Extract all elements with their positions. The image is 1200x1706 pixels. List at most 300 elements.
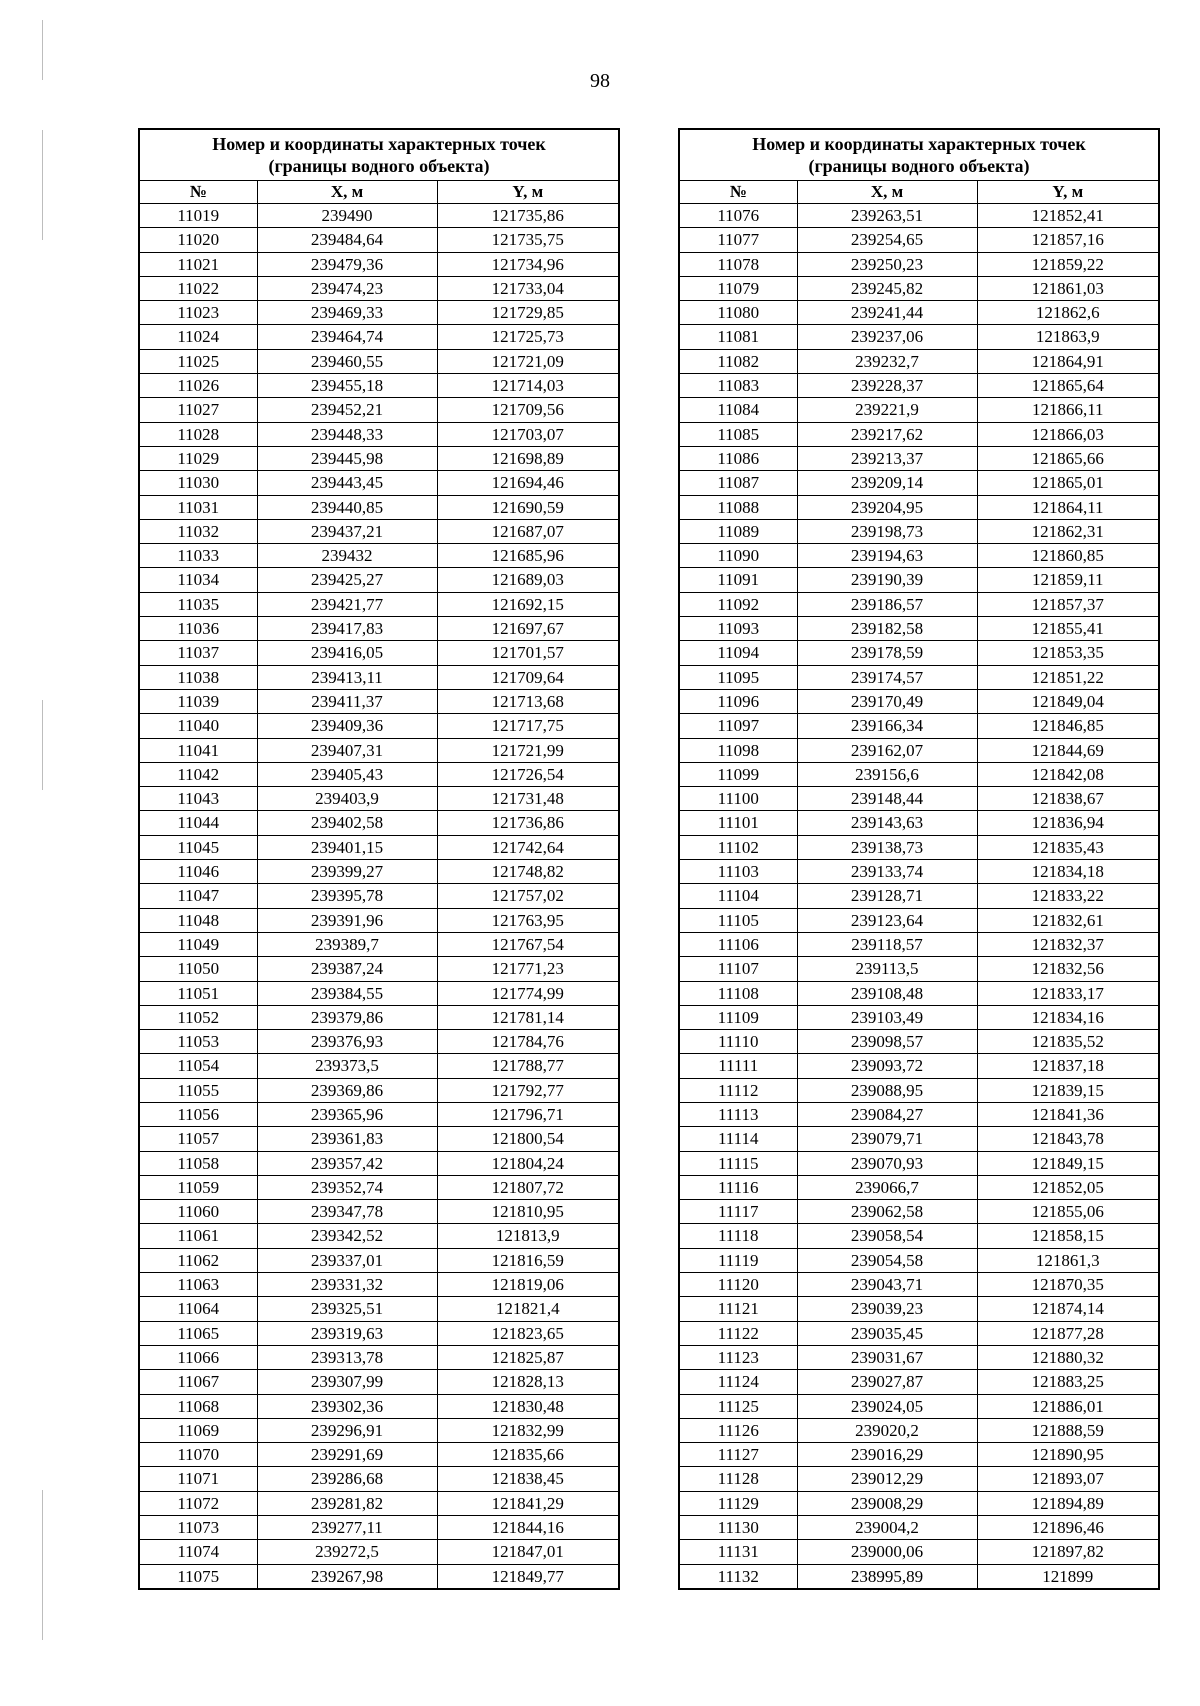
y-coordinate-cell: 121883,25 xyxy=(977,1370,1159,1394)
x-coordinate-cell: 238995,89 xyxy=(797,1564,977,1589)
point-number-cell: 11032 xyxy=(139,519,257,543)
point-number-cell: 11077 xyxy=(679,228,797,252)
point-number-cell: 11022 xyxy=(139,276,257,300)
table-row xyxy=(679,349,1159,373)
point-number-cell: 11101 xyxy=(679,811,797,835)
table-row xyxy=(139,519,619,543)
x-coordinate-cell: 239401,15 xyxy=(257,835,437,859)
point-number-cell: 11036 xyxy=(139,617,257,641)
y-coordinate-cell: 121886,01 xyxy=(977,1394,1159,1418)
table-row xyxy=(139,204,619,228)
table-row xyxy=(679,1175,1159,1199)
point-number-cell: 11102 xyxy=(679,835,797,859)
y-coordinate-cell: 121816,59 xyxy=(437,1248,619,1272)
point-number-cell: 11075 xyxy=(139,1564,257,1589)
table-row xyxy=(679,1102,1159,1126)
x-coordinate-cell: 239232,7 xyxy=(797,349,977,373)
table-row xyxy=(679,1030,1159,1054)
y-coordinate-cell: 121841,36 xyxy=(977,1102,1159,1126)
point-number-cell: 11121 xyxy=(679,1297,797,1321)
point-number-cell: 11084 xyxy=(679,398,797,422)
point-number-cell: 11069 xyxy=(139,1418,257,1442)
point-number-cell: 11109 xyxy=(679,1005,797,1029)
point-number-cell: 11039 xyxy=(139,689,257,713)
table-row xyxy=(679,1564,1159,1589)
y-coordinate-cell: 121864,91 xyxy=(977,349,1159,373)
y-coordinate-cell: 121721,99 xyxy=(437,738,619,762)
point-number-cell: 11094 xyxy=(679,641,797,665)
y-coordinate-cell: 121763,95 xyxy=(437,908,619,932)
x-coordinate-cell: 239464,74 xyxy=(257,325,437,349)
table-row xyxy=(679,1516,1159,1540)
x-coordinate-cell: 239440,85 xyxy=(257,495,437,519)
y-coordinate-cell: 121736,86 xyxy=(437,811,619,835)
point-number-cell: 11031 xyxy=(139,495,257,519)
y-coordinate-cell: 121825,87 xyxy=(437,1345,619,1369)
y-coordinate-cell: 121844,16 xyxy=(437,1516,619,1540)
point-number-cell: 11058 xyxy=(139,1151,257,1175)
y-coordinate-cell: 121713,68 xyxy=(437,689,619,713)
y-coordinate-cell: 121894,89 xyxy=(977,1491,1159,1515)
point-number-cell: 11107 xyxy=(679,957,797,981)
x-coordinate-cell: 239352,74 xyxy=(257,1175,437,1199)
point-number-cell: 11117 xyxy=(679,1200,797,1224)
point-number-cell: 11103 xyxy=(679,860,797,884)
point-number-cell: 11126 xyxy=(679,1418,797,1442)
table-row xyxy=(139,860,619,884)
y-coordinate-cell: 121843,78 xyxy=(977,1127,1159,1151)
y-coordinate-cell: 121687,07 xyxy=(437,519,619,543)
x-coordinate-cell: 239342,52 xyxy=(257,1224,437,1248)
y-coordinate-cell: 121735,86 xyxy=(437,204,619,228)
table-row xyxy=(679,714,1159,738)
table-row xyxy=(139,252,619,276)
y-coordinate-cell: 121784,76 xyxy=(437,1030,619,1054)
point-number-cell: 11020 xyxy=(139,228,257,252)
y-coordinate-cell: 121842,08 xyxy=(977,762,1159,786)
y-coordinate-cell: 121788,77 xyxy=(437,1054,619,1078)
y-coordinate-cell: 121860,85 xyxy=(977,544,1159,568)
point-number-cell: 11056 xyxy=(139,1102,257,1126)
x-coordinate-cell: 239070,93 xyxy=(797,1151,977,1175)
y-coordinate-cell: 121888,59 xyxy=(977,1418,1159,1442)
table-row xyxy=(679,835,1159,859)
table-row xyxy=(679,1394,1159,1418)
point-number-cell: 11119 xyxy=(679,1248,797,1272)
x-coordinate-cell: 239445,98 xyxy=(257,446,437,470)
column-header-y: Y, м xyxy=(437,181,619,204)
coordinates-table-right xyxy=(678,128,1160,1590)
point-number-cell: 11046 xyxy=(139,860,257,884)
y-coordinate-cell: 121859,11 xyxy=(977,568,1159,592)
y-coordinate-cell: 121841,29 xyxy=(437,1491,619,1515)
x-coordinate-cell: 239166,34 xyxy=(797,714,977,738)
point-number-cell: 11054 xyxy=(139,1054,257,1078)
point-number-cell: 11085 xyxy=(679,422,797,446)
point-number-cell: 11086 xyxy=(679,446,797,470)
y-coordinate-cell: 121833,22 xyxy=(977,884,1159,908)
point-number-cell: 11076 xyxy=(679,204,797,228)
x-coordinate-cell: 239272,5 xyxy=(257,1540,437,1564)
table-row xyxy=(679,617,1159,641)
table-row xyxy=(679,204,1159,228)
x-coordinate-cell: 239103,49 xyxy=(797,1005,977,1029)
y-coordinate-cell: 121862,31 xyxy=(977,519,1159,543)
x-coordinate-cell: 239228,37 xyxy=(797,374,977,398)
y-coordinate-cell: 121698,89 xyxy=(437,446,619,470)
point-number-cell: 11043 xyxy=(139,787,257,811)
table-row xyxy=(139,1078,619,1102)
table-title xyxy=(679,129,1159,181)
y-coordinate-cell: 121849,04 xyxy=(977,689,1159,713)
table-row xyxy=(679,811,1159,835)
table-row xyxy=(679,1345,1159,1369)
table-row xyxy=(679,884,1159,908)
x-coordinate-cell: 239399,27 xyxy=(257,860,437,884)
point-number-cell: 11087 xyxy=(679,471,797,495)
y-coordinate-cell: 121880,32 xyxy=(977,1345,1159,1369)
table-row xyxy=(139,617,619,641)
y-coordinate-cell: 121729,85 xyxy=(437,301,619,325)
x-coordinate-cell: 239389,7 xyxy=(257,932,437,956)
table-row xyxy=(139,835,619,859)
x-coordinate-cell: 239291,69 xyxy=(257,1443,437,1467)
x-coordinate-cell: 239307,99 xyxy=(257,1370,437,1394)
x-coordinate-cell: 239369,86 xyxy=(257,1078,437,1102)
table-row xyxy=(139,495,619,519)
table-row xyxy=(139,349,619,373)
point-number-cell: 11048 xyxy=(139,908,257,932)
point-number-cell: 11070 xyxy=(139,1443,257,1467)
y-coordinate-cell: 121771,23 xyxy=(437,957,619,981)
point-number-cell: 11105 xyxy=(679,908,797,932)
x-coordinate-cell: 239245,82 xyxy=(797,276,977,300)
y-coordinate-cell: 121703,07 xyxy=(437,422,619,446)
point-number-cell: 11113 xyxy=(679,1102,797,1126)
x-coordinate-cell: 239241,44 xyxy=(797,301,977,325)
point-number-cell: 11110 xyxy=(679,1030,797,1054)
x-coordinate-cell: 239118,57 xyxy=(797,932,977,956)
table-row xyxy=(139,665,619,689)
x-coordinate-cell: 239337,01 xyxy=(257,1248,437,1272)
y-coordinate-cell: 121857,37 xyxy=(977,592,1159,616)
x-coordinate-cell: 239128,71 xyxy=(797,884,977,908)
table-row xyxy=(679,860,1159,884)
x-coordinate-cell: 239143,63 xyxy=(797,811,977,835)
table-row xyxy=(139,1005,619,1029)
point-number-cell: 11035 xyxy=(139,592,257,616)
x-coordinate-cell: 239421,77 xyxy=(257,592,437,616)
x-coordinate-cell: 239108,48 xyxy=(797,981,977,1005)
x-coordinate-cell: 239387,24 xyxy=(257,957,437,981)
y-coordinate-cell: 121731,48 xyxy=(437,787,619,811)
x-coordinate-cell: 239113,5 xyxy=(797,957,977,981)
table-row xyxy=(139,1467,619,1491)
y-coordinate-cell: 121717,75 xyxy=(437,714,619,738)
point-number-cell: 11021 xyxy=(139,252,257,276)
table-row xyxy=(679,1491,1159,1515)
x-coordinate-cell: 239469,33 xyxy=(257,301,437,325)
table-row xyxy=(679,252,1159,276)
y-coordinate-cell: 121830,48 xyxy=(437,1394,619,1418)
point-number-cell: 11028 xyxy=(139,422,257,446)
y-coordinate-cell: 121870,35 xyxy=(977,1273,1159,1297)
point-number-cell: 11108 xyxy=(679,981,797,1005)
y-coordinate-cell: 121896,46 xyxy=(977,1516,1159,1540)
y-coordinate-cell: 121804,24 xyxy=(437,1151,619,1175)
y-coordinate-cell: 121823,65 xyxy=(437,1321,619,1345)
x-coordinate-cell: 239221,9 xyxy=(797,398,977,422)
table-row xyxy=(139,1418,619,1442)
table-row xyxy=(679,495,1159,519)
point-number-cell: 11097 xyxy=(679,714,797,738)
point-number-cell: 11124 xyxy=(679,1370,797,1394)
column-header-y: Y, м xyxy=(977,181,1159,204)
point-number-cell: 11051 xyxy=(139,981,257,1005)
x-coordinate-cell: 239039,23 xyxy=(797,1297,977,1321)
y-coordinate-cell: 121735,75 xyxy=(437,228,619,252)
x-coordinate-cell: 239267,98 xyxy=(257,1564,437,1589)
y-coordinate-cell: 121742,64 xyxy=(437,835,619,859)
point-number-cell: 11034 xyxy=(139,568,257,592)
point-number-cell: 11090 xyxy=(679,544,797,568)
point-number-cell: 11091 xyxy=(679,568,797,592)
table-row xyxy=(139,762,619,786)
point-number-cell: 11074 xyxy=(139,1540,257,1564)
y-coordinate-cell: 121865,64 xyxy=(977,374,1159,398)
y-coordinate-cell: 121835,52 xyxy=(977,1030,1159,1054)
x-coordinate-cell: 239043,71 xyxy=(797,1273,977,1297)
point-number-cell: 11129 xyxy=(679,1491,797,1515)
y-coordinate-cell: 121863,9 xyxy=(977,325,1159,349)
table-row xyxy=(139,884,619,908)
point-number-cell: 11019 xyxy=(139,204,257,228)
point-number-cell: 11068 xyxy=(139,1394,257,1418)
point-number-cell: 11030 xyxy=(139,471,257,495)
point-number-cell: 11083 xyxy=(679,374,797,398)
page-number: 98 xyxy=(590,70,610,92)
x-coordinate-cell: 239313,78 xyxy=(257,1345,437,1369)
column-header-number: № xyxy=(679,181,797,204)
table-row xyxy=(139,1224,619,1248)
x-coordinate-cell: 239237,06 xyxy=(797,325,977,349)
table-row xyxy=(139,1321,619,1345)
table-row xyxy=(679,1005,1159,1029)
y-coordinate-cell: 121709,56 xyxy=(437,398,619,422)
table-row xyxy=(139,738,619,762)
table-title-line2: (границы водного объекта) xyxy=(268,156,490,176)
point-number-cell: 11053 xyxy=(139,1030,257,1054)
table-row xyxy=(679,1418,1159,1442)
table-row xyxy=(679,689,1159,713)
y-coordinate-cell: 121807,72 xyxy=(437,1175,619,1199)
x-coordinate-cell: 239460,55 xyxy=(257,349,437,373)
x-coordinate-cell: 239432 xyxy=(257,544,437,568)
y-coordinate-cell: 121862,6 xyxy=(977,301,1159,325)
table-row xyxy=(679,1540,1159,1564)
table-row xyxy=(139,1297,619,1321)
point-number-cell: 11131 xyxy=(679,1540,797,1564)
table-row xyxy=(139,1394,619,1418)
x-coordinate-cell: 239407,31 xyxy=(257,738,437,762)
table-row xyxy=(679,398,1159,422)
table-row xyxy=(139,1516,619,1540)
table-row xyxy=(679,1224,1159,1248)
table-row xyxy=(139,714,619,738)
table-title-line2: (границы водного объекта) xyxy=(808,156,1030,176)
x-coordinate-cell: 239098,57 xyxy=(797,1030,977,1054)
x-coordinate-cell: 239058,54 xyxy=(797,1224,977,1248)
table-row xyxy=(139,228,619,252)
table-row xyxy=(139,1151,619,1175)
table-row xyxy=(139,1491,619,1515)
x-coordinate-cell: 239325,51 xyxy=(257,1297,437,1321)
x-coordinate-cell: 239384,55 xyxy=(257,981,437,1005)
point-number-cell: 11055 xyxy=(139,1078,257,1102)
x-coordinate-cell: 239123,64 xyxy=(797,908,977,932)
point-number-cell: 11037 xyxy=(139,641,257,665)
x-coordinate-cell: 239484,64 xyxy=(257,228,437,252)
point-number-cell: 11132 xyxy=(679,1564,797,1589)
y-coordinate-cell: 121835,43 xyxy=(977,835,1159,859)
point-number-cell: 11111 xyxy=(679,1054,797,1078)
table-row xyxy=(679,641,1159,665)
x-coordinate-cell: 239409,36 xyxy=(257,714,437,738)
table-row xyxy=(139,592,619,616)
point-number-cell: 11067 xyxy=(139,1370,257,1394)
y-coordinate-cell: 121694,46 xyxy=(437,471,619,495)
point-number-cell: 11088 xyxy=(679,495,797,519)
y-coordinate-cell: 121697,67 xyxy=(437,617,619,641)
x-coordinate-cell: 239182,58 xyxy=(797,617,977,641)
x-coordinate-cell: 239148,44 xyxy=(797,787,977,811)
table-row xyxy=(139,641,619,665)
x-coordinate-cell: 239474,23 xyxy=(257,276,437,300)
x-coordinate-cell: 239213,37 xyxy=(797,446,977,470)
point-number-cell: 11098 xyxy=(679,738,797,762)
x-coordinate-cell: 239008,29 xyxy=(797,1491,977,1515)
x-coordinate-cell: 239479,36 xyxy=(257,252,437,276)
x-coordinate-cell: 239403,9 xyxy=(257,787,437,811)
point-number-cell: 11059 xyxy=(139,1175,257,1199)
table-row xyxy=(679,981,1159,1005)
x-coordinate-cell: 239004,2 xyxy=(797,1516,977,1540)
table-row xyxy=(139,422,619,446)
table-row xyxy=(679,932,1159,956)
y-coordinate-cell: 121692,15 xyxy=(437,592,619,616)
x-coordinate-cell: 239405,43 xyxy=(257,762,437,786)
table-row xyxy=(679,787,1159,811)
x-coordinate-cell: 239186,57 xyxy=(797,592,977,616)
table-row xyxy=(139,568,619,592)
table-row xyxy=(139,446,619,470)
y-coordinate-cell: 121832,56 xyxy=(977,957,1159,981)
x-coordinate-cell: 239093,72 xyxy=(797,1054,977,1078)
x-coordinate-cell: 239416,05 xyxy=(257,641,437,665)
x-coordinate-cell: 239402,58 xyxy=(257,811,437,835)
x-coordinate-cell: 239411,37 xyxy=(257,689,437,713)
y-coordinate-cell: 121853,35 xyxy=(977,641,1159,665)
x-coordinate-cell: 239379,86 xyxy=(257,1005,437,1029)
point-number-cell: 11057 xyxy=(139,1127,257,1151)
point-number-cell: 11100 xyxy=(679,787,797,811)
x-coordinate-cell: 239054,58 xyxy=(797,1248,977,1272)
table-row xyxy=(679,762,1159,786)
point-number-cell: 11065 xyxy=(139,1321,257,1345)
y-coordinate-cell: 121839,15 xyxy=(977,1078,1159,1102)
x-coordinate-cell: 239417,83 xyxy=(257,617,437,641)
point-number-cell: 11023 xyxy=(139,301,257,325)
table-row xyxy=(139,1564,619,1589)
point-number-cell: 11095 xyxy=(679,665,797,689)
point-number-cell: 11025 xyxy=(139,349,257,373)
x-coordinate-cell: 239016,29 xyxy=(797,1443,977,1467)
column-header-x: X, м xyxy=(797,181,977,204)
point-number-cell: 11033 xyxy=(139,544,257,568)
y-coordinate-cell: 121866,03 xyxy=(977,422,1159,446)
point-number-cell: 11114 xyxy=(679,1127,797,1151)
table-row xyxy=(139,1200,619,1224)
table-row xyxy=(679,325,1159,349)
point-number-cell: 11081 xyxy=(679,325,797,349)
x-coordinate-cell: 239066,7 xyxy=(797,1175,977,1199)
y-coordinate-cell: 121855,41 xyxy=(977,617,1159,641)
y-coordinate-cell: 121733,04 xyxy=(437,276,619,300)
table-row xyxy=(139,981,619,1005)
y-coordinate-cell: 121767,54 xyxy=(437,932,619,956)
x-coordinate-cell: 239286,68 xyxy=(257,1467,437,1491)
table-row xyxy=(139,932,619,956)
x-coordinate-cell: 239365,96 xyxy=(257,1102,437,1126)
point-number-cell: 11115 xyxy=(679,1151,797,1175)
point-number-cell: 11080 xyxy=(679,301,797,325)
y-coordinate-cell: 121849,77 xyxy=(437,1564,619,1589)
x-coordinate-cell: 239455,18 xyxy=(257,374,437,398)
x-coordinate-cell: 239062,58 xyxy=(797,1200,977,1224)
x-coordinate-cell: 239373,5 xyxy=(257,1054,437,1078)
y-coordinate-cell: 121866,11 xyxy=(977,398,1159,422)
point-number-cell: 11063 xyxy=(139,1273,257,1297)
point-number-cell: 11045 xyxy=(139,835,257,859)
point-number-cell: 11062 xyxy=(139,1248,257,1272)
point-number-cell: 11123 xyxy=(679,1345,797,1369)
y-coordinate-cell: 121852,41 xyxy=(977,204,1159,228)
table-row xyxy=(139,544,619,568)
point-number-cell: 11130 xyxy=(679,1516,797,1540)
x-coordinate-cell: 239133,74 xyxy=(797,860,977,884)
y-coordinate-cell: 121701,57 xyxy=(437,641,619,665)
table-row xyxy=(139,1175,619,1199)
y-coordinate-cell: 121689,03 xyxy=(437,568,619,592)
y-coordinate-cell: 121835,66 xyxy=(437,1443,619,1467)
table-row xyxy=(679,519,1159,543)
y-coordinate-cell: 121721,09 xyxy=(437,349,619,373)
x-coordinate-cell: 239088,95 xyxy=(797,1078,977,1102)
table-row xyxy=(139,1030,619,1054)
point-number-cell: 11040 xyxy=(139,714,257,738)
y-coordinate-cell: 121832,99 xyxy=(437,1418,619,1442)
table-row xyxy=(679,1321,1159,1345)
scan-margin-mark xyxy=(42,130,43,240)
point-number-cell: 11127 xyxy=(679,1443,797,1467)
y-coordinate-cell: 121847,01 xyxy=(437,1540,619,1564)
point-number-cell: 11041 xyxy=(139,738,257,762)
x-coordinate-cell: 239024,05 xyxy=(797,1394,977,1418)
y-coordinate-cell: 121836,94 xyxy=(977,811,1159,835)
table-row xyxy=(139,1054,619,1078)
x-coordinate-cell: 239198,73 xyxy=(797,519,977,543)
table-row xyxy=(679,1127,1159,1151)
